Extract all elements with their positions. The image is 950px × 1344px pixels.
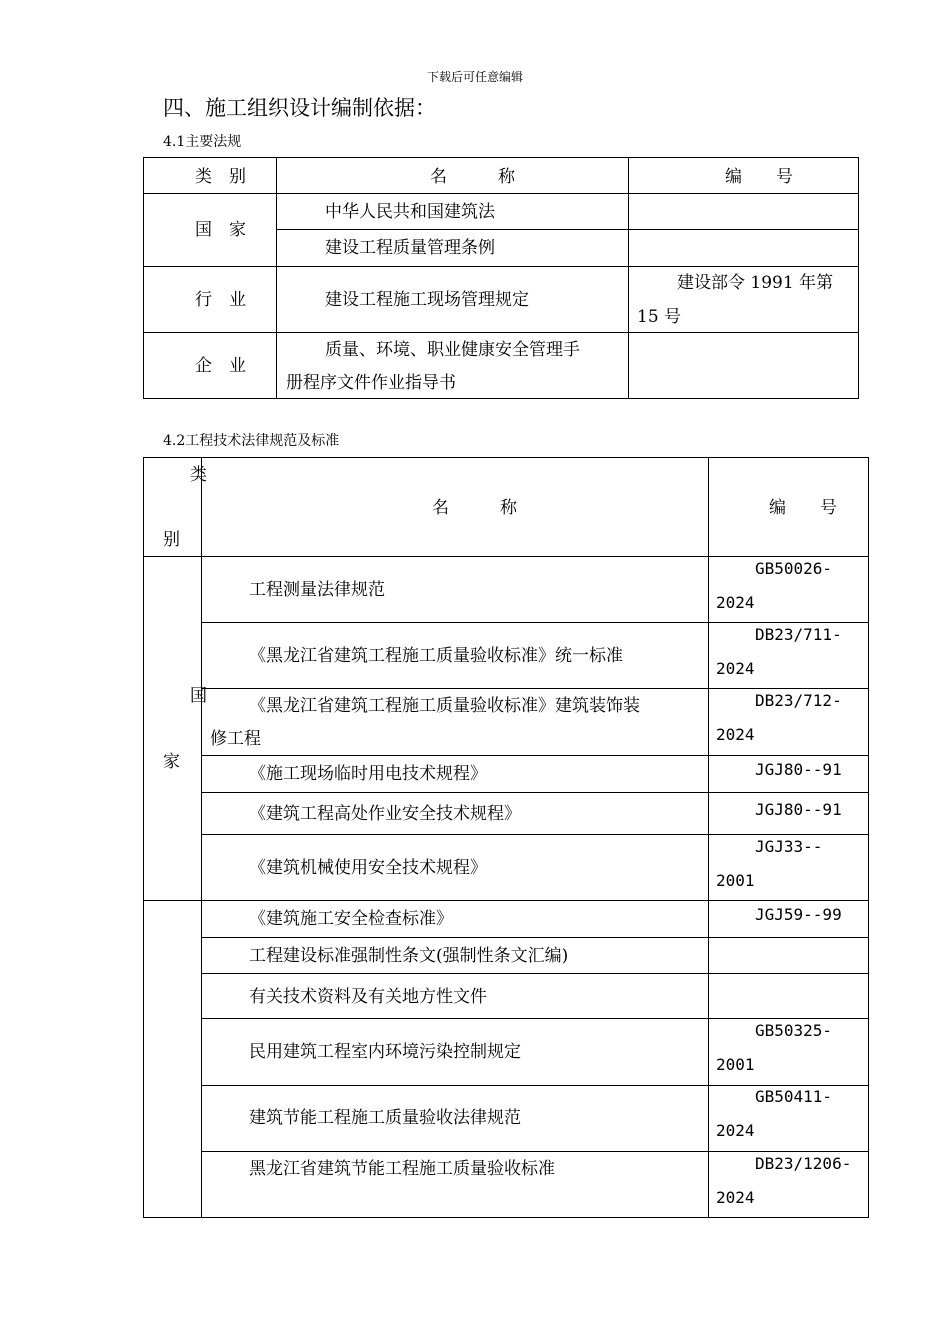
- row-divider: [201, 622, 869, 623]
- regulation-code: 15 号: [637, 307, 682, 327]
- standard-code: JGJ33--: [755, 837, 823, 856]
- standard-name: 《建筑工程高处作业安全技术规程》: [249, 804, 521, 824]
- row-divider: [201, 688, 869, 689]
- row-divider: [201, 1151, 869, 1152]
- regulation-name: 建设工程施工现场管理规定: [325, 290, 529, 310]
- standard-name: 工程建设标准强制性条文(强制性条文汇编): [249, 946, 569, 966]
- standard-code: DB23/711-: [755, 625, 842, 644]
- header-code: 编 号: [769, 498, 837, 518]
- regulation-name: 中华人民共和国建筑法: [325, 202, 495, 222]
- row-divider: [201, 1085, 869, 1086]
- header-code: 编 号: [725, 167, 793, 187]
- standard-name: 《黑龙江省建筑工程施工质量验收标准》建筑装饰装: [249, 696, 640, 716]
- category-cell: 行 业: [195, 290, 246, 310]
- col-divider: [201, 457, 202, 1218]
- row-divider: [143, 900, 869, 901]
- category-char: 国: [190, 686, 207, 706]
- standard-code: 2001: [716, 1055, 755, 1074]
- category-cell: 企 业: [195, 356, 246, 376]
- header-category: 类 别: [195, 167, 246, 187]
- standard-name: 《黑龙江省建筑工程施工质量验收标准》统一标准: [249, 646, 623, 666]
- standard-name: 《建筑施工安全检查标准》: [249, 909, 453, 929]
- row-divider: [201, 792, 869, 793]
- standard-code: GB50411-: [755, 1087, 833, 1106]
- standard-name: 建筑节能工程施工质量验收法律规范: [249, 1108, 521, 1128]
- header-name: 名 称: [430, 167, 515, 187]
- category-char: 家: [163, 752, 180, 772]
- row-divider: [201, 973, 869, 974]
- row-divider: [201, 755, 869, 756]
- standard-code: JGJ80--91: [755, 800, 842, 819]
- row-divider: [143, 266, 859, 267]
- header-note: 下载后可任意编辑: [426, 70, 523, 84]
- standard-code: GB50026-: [755, 559, 833, 578]
- section1-title: 4.1主要法规: [163, 134, 242, 150]
- section2-title: 4.2工程技术法律规范及标准: [163, 433, 340, 449]
- standard-name: 黑龙江省建筑节能工程施工质量验收标准: [249, 1159, 555, 1179]
- regulation-name: 质量、环境、职业健康安全管理手: [325, 340, 580, 360]
- row-divider: [143, 193, 859, 194]
- regulations-table: [143, 157, 859, 399]
- header-name: 名 称: [432, 498, 517, 518]
- standard-code: DB23/712-: [755, 691, 842, 710]
- regulation-name: 册程序文件作业指导书: [286, 373, 456, 393]
- standard-code: 2024: [716, 659, 755, 678]
- standard-name: 有关技术资料及有关地方性文件: [249, 987, 487, 1007]
- regulation-code: 建设部令 1991 年第: [677, 273, 834, 293]
- row-divider: [201, 937, 869, 938]
- standard-code: GB50325-: [755, 1021, 833, 1040]
- row-divider: [201, 1018, 869, 1019]
- category-cell: 国 家: [195, 220, 246, 240]
- row-divider: [143, 332, 859, 333]
- standard-name: 《建筑机械使用安全技术规程》: [249, 858, 487, 878]
- standard-code: 2024: [716, 593, 755, 612]
- standard-name: 民用建筑工程室内环境污染控制规定: [249, 1042, 521, 1062]
- standard-code: 2024: [716, 1121, 755, 1140]
- header-category-top: 类: [190, 465, 207, 485]
- regulation-name: 建设工程质量管理条例: [325, 238, 495, 258]
- header-category-bottom: 别: [163, 530, 180, 550]
- row-divider: [201, 834, 869, 835]
- col-divider: [708, 457, 709, 1218]
- row-divider: [276, 229, 859, 230]
- standard-code: 2024: [716, 725, 755, 744]
- standard-code: 2024: [716, 1188, 755, 1207]
- standard-code: JGJ59--99: [755, 905, 842, 924]
- standard-name: 修工程: [210, 729, 261, 749]
- standards-table: [143, 457, 869, 1218]
- standard-code: DB23/1206-: [755, 1154, 852, 1173]
- standard-name: 工程测量法律规范: [249, 580, 385, 600]
- standard-code: JGJ80--91: [755, 760, 842, 779]
- page-heading: 四、施工组织设计编制依据：: [163, 96, 436, 120]
- standard-code: 2001: [716, 871, 755, 890]
- standard-name: 《施工现场临时用电技术规程》: [249, 764, 487, 784]
- row-divider: [143, 556, 869, 557]
